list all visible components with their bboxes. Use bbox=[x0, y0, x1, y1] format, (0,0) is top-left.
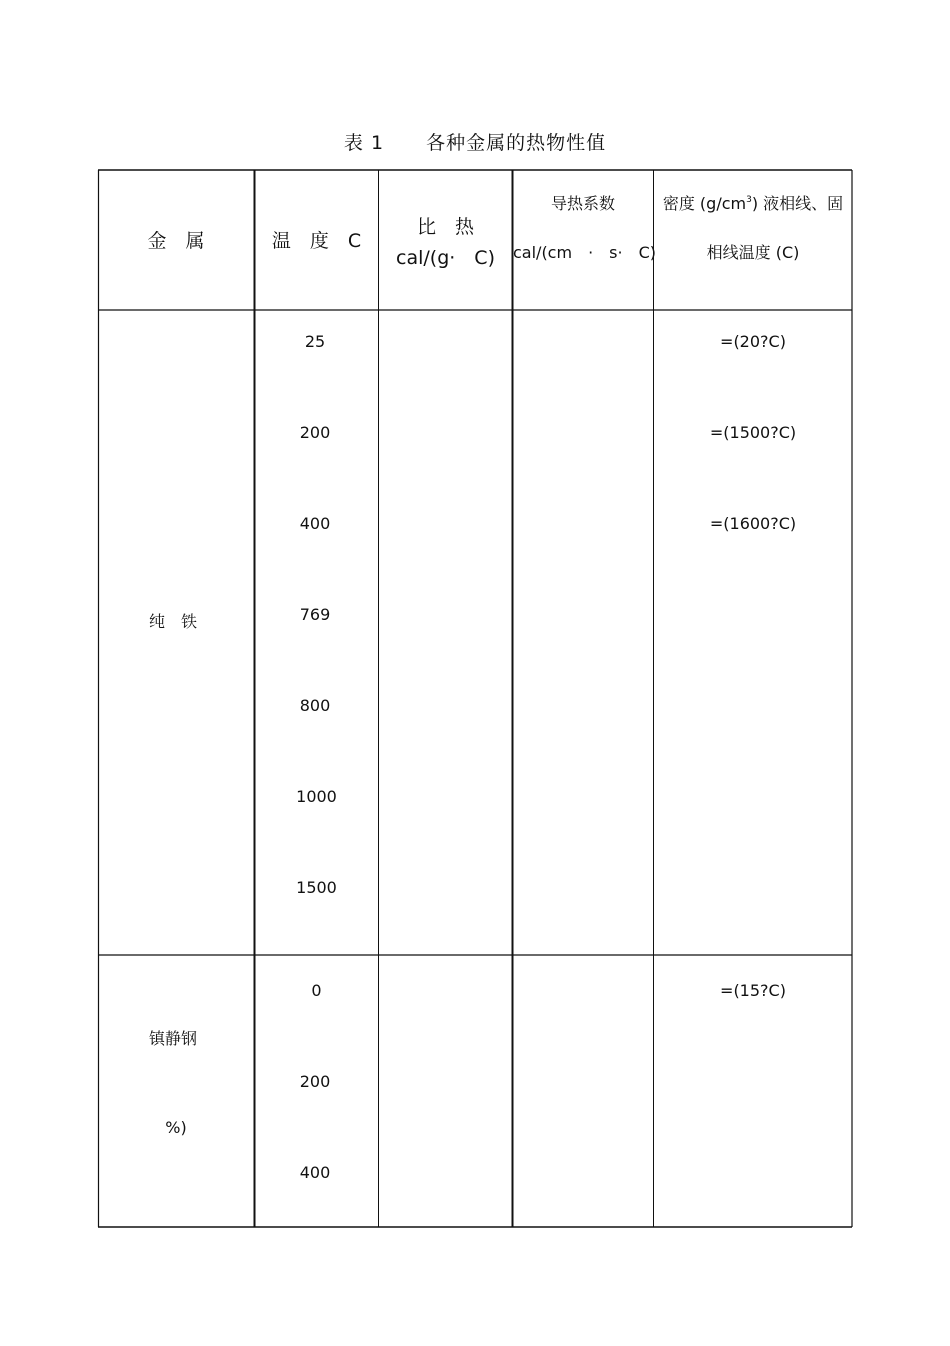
temperature-value: 769 bbox=[299, 605, 331, 624]
table-caption: 各种金属的热物性值 bbox=[426, 132, 607, 154]
temperature-value: 800 bbox=[299, 696, 331, 715]
metal-name: 镇静钢 bbox=[148, 1029, 197, 1048]
temperature-value: 200 bbox=[299, 423, 331, 442]
temperature-value: 400 bbox=[299, 1163, 331, 1182]
header-density-unit: 相线温度 (C) bbox=[706, 243, 800, 262]
density-value: =(1500?C) bbox=[709, 423, 797, 442]
header-metal: 金 属 bbox=[147, 230, 205, 252]
header-conductivity-unit: cal/(cm · s· C) bbox=[513, 243, 656, 262]
temperature-value: 0 bbox=[311, 981, 322, 1000]
header-density: 密度 $(g/cm^3)$ 液相线、固 bbox=[662, 194, 844, 213]
table-number: 表 1 bbox=[343, 132, 385, 154]
header-specific-heat-unit: cal/(g· C) bbox=[396, 247, 495, 269]
temperature-value: 1500 bbox=[296, 878, 337, 897]
density-value: =(1600?C) bbox=[709, 514, 797, 533]
metal-name: 纯 铁 bbox=[148, 612, 197, 631]
temperature-value: 200 bbox=[299, 1072, 331, 1091]
temperature-value: 1000 bbox=[296, 787, 337, 806]
metal-composition: %) bbox=[165, 1118, 187, 1137]
density-value: =(20?C) bbox=[720, 332, 786, 351]
header-temperature: 温 度 C bbox=[271, 230, 362, 252]
superscript-3: 3 bbox=[746, 195, 752, 205]
temperature-value: 400 bbox=[299, 514, 331, 533]
temperature-value: 25 bbox=[304, 332, 326, 351]
header-conductivity: 导热系数 bbox=[550, 194, 615, 213]
header-specific-heat: 比 热 bbox=[416, 216, 474, 238]
density-value: =(15?C) bbox=[720, 981, 786, 1000]
